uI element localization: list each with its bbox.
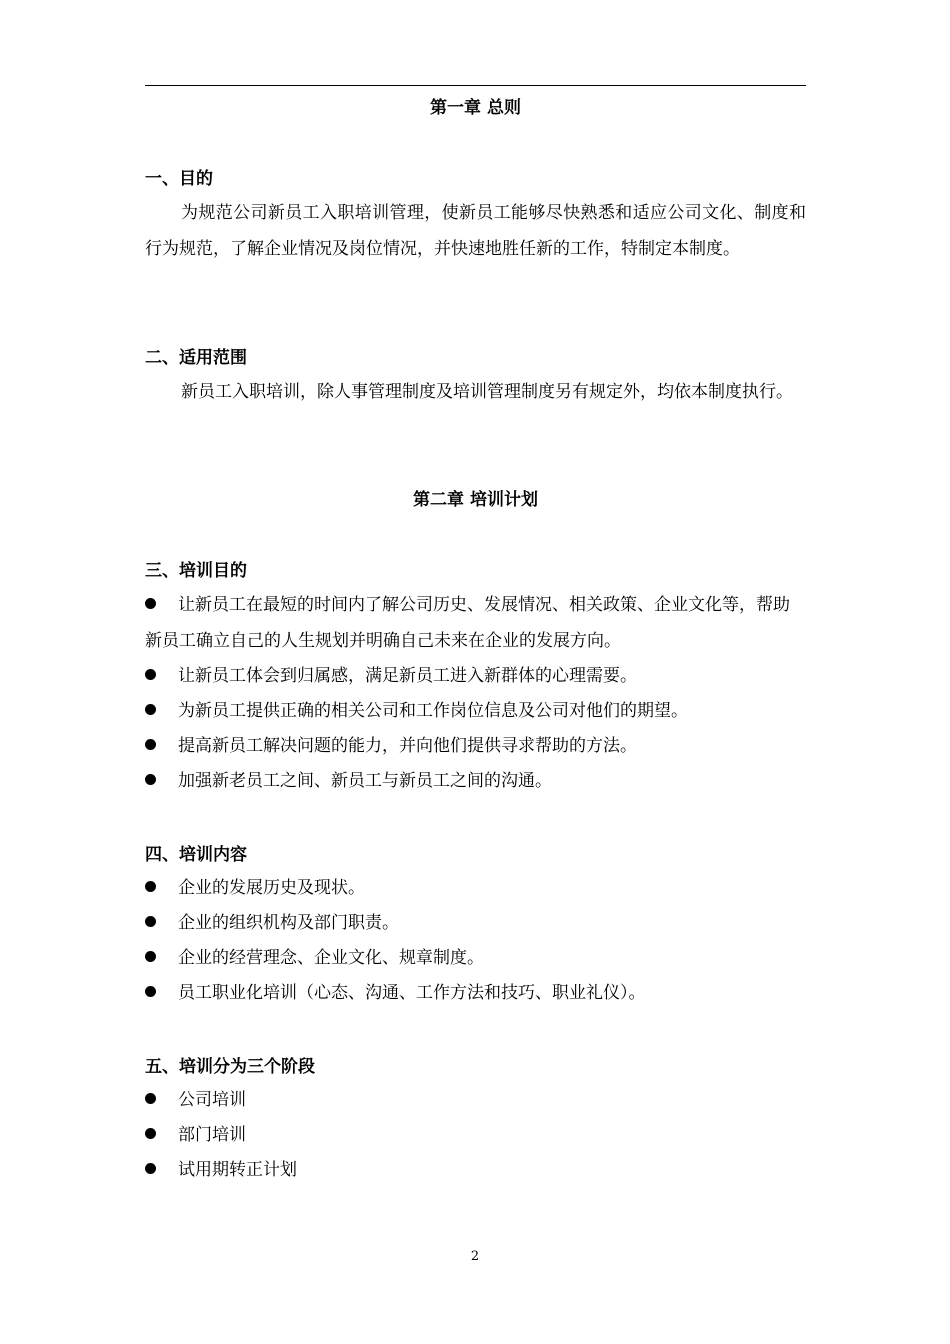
section-1-heading: 一、目的 — [145, 169, 213, 189]
list-item-text: 企业的发展历史及现状。 — [178, 878, 365, 898]
bullet-dot-icon — [145, 881, 156, 892]
list-item-text: 为新员工提供正确的相关公司和工作岗位信息及公司对他们的期望。 — [178, 701, 688, 721]
list-item — [145, 728, 806, 764]
chapter-1-title: 第一章 总则 — [430, 98, 521, 118]
page-number: 2 — [470, 1249, 480, 1264]
section-2-heading: 二、适用范围 — [145, 348, 247, 368]
list-item-text: 让新员工在最短的时间内了解公司历史、发展情况、相关政策、企业文化等，帮助新员工确立自己的人生规划并明确自己未来在企业的发展方向。 — [145, 595, 790, 651]
list-item-text: 让新员工体会到归属感，满足新员工进入新群体的心理需要。 — [178, 666, 637, 686]
list-item — [145, 905, 806, 941]
list-item-text: 企业的经营理念、企业文化、规章制度。 — [178, 948, 484, 968]
list-item-text: 企业的组织机构及部门职责。 — [178, 913, 399, 933]
list-item-text: 部门培训 — [178, 1125, 246, 1145]
bullet-dot-icon — [145, 704, 156, 715]
bullet-dot-icon — [145, 598, 156, 609]
header-rule — [145, 85, 806, 86]
list-item — [145, 870, 806, 906]
chapter-2-title: 第二章 培训计划 — [413, 490, 538, 510]
list-item-text: 员工职业化培训（心态、沟通、工作方法和技巧、职业礼仪）。 — [178, 983, 646, 1003]
section-2-text: 新员工入职培训，除人事管理制度及培训管理制度另有规定外，均依本制度执行。 — [181, 382, 793, 402]
list-item-text: 公司培训 — [178, 1090, 246, 1110]
list-item — [145, 1117, 806, 1153]
bullet-dot-icon — [145, 916, 156, 927]
section-5-heading: 五、培训分为三个阶段 — [145, 1057, 315, 1077]
bullet-dot-icon — [145, 1093, 156, 1104]
list-item — [145, 693, 806, 729]
bullet-dot-icon — [145, 1163, 156, 1174]
section-3-heading: 三、培训目的 — [145, 561, 247, 581]
list-item-text: 试用期转正计划 — [178, 1160, 297, 1180]
list-item — [145, 763, 806, 799]
list-item — [145, 940, 806, 976]
bullet-dot-icon — [145, 951, 156, 962]
section-4-heading: 四、培训内容 — [145, 845, 247, 865]
list-item — [145, 587, 806, 659]
bullet-dot-icon — [145, 986, 156, 997]
bullet-dot-icon — [145, 669, 156, 680]
bullet-dot-icon — [145, 774, 156, 785]
list-item — [145, 658, 806, 694]
list-item — [145, 1152, 806, 1188]
bullet-dot-icon — [145, 1128, 156, 1139]
section-1-text: 为规范公司新员工入职培训管理，使新员工能够尽快熟悉和适应公司文化、制度和行为规范，了解企业情况及岗位情况，并快速地胜任新的工作，特制定本制度。 — [145, 203, 806, 259]
bullet-dot-icon — [145, 739, 156, 750]
list-item — [145, 975, 806, 1011]
list-item-text: 提高新员工解决问题的能力，并向他们提供寻求帮助的方法。 — [178, 736, 637, 756]
list-item — [145, 1082, 806, 1118]
list-item-text: 加强新老员工之间、新员工与新员工之间的沟通。 — [178, 771, 552, 791]
